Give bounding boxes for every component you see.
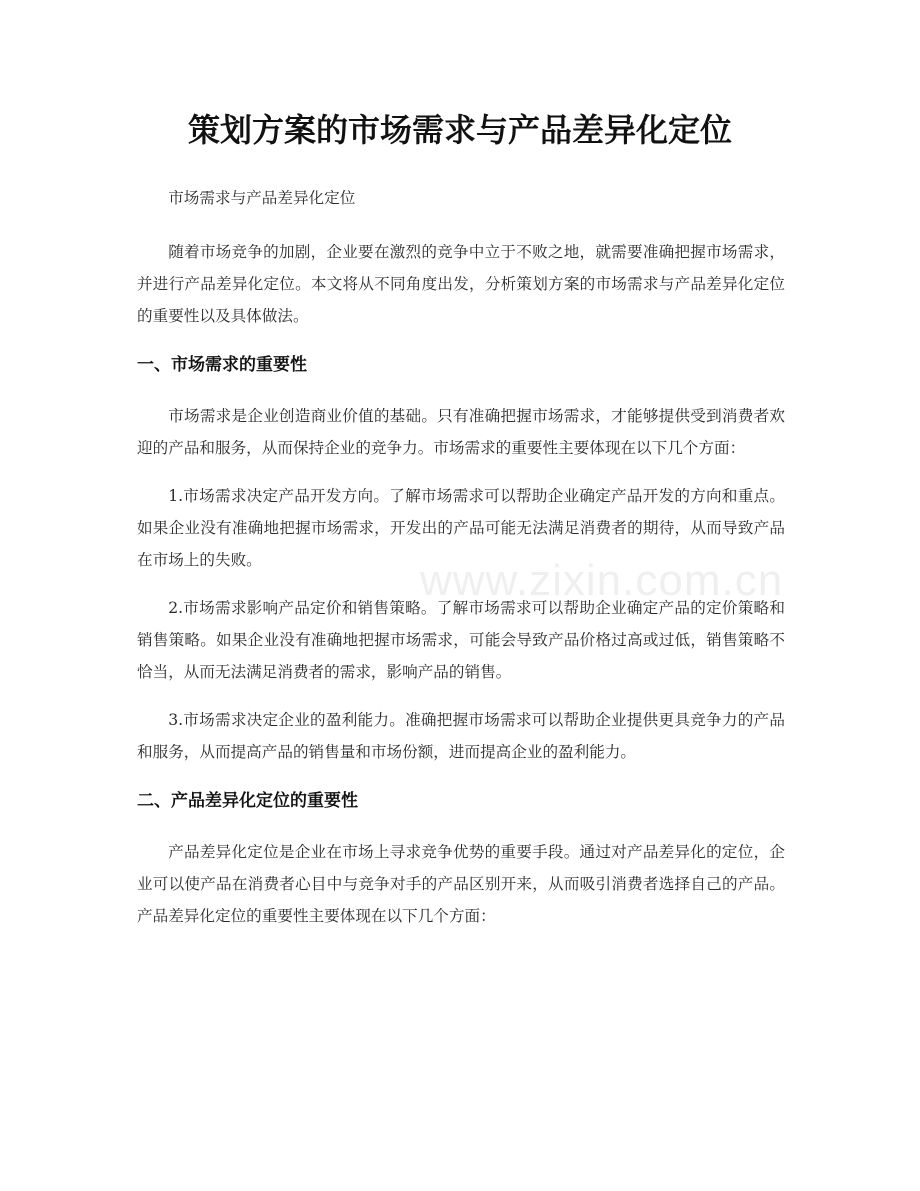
section-heading-differentiation: 二、产品差异化定位的重要性: [137, 791, 358, 811]
document-subtitle: 市场需求与产品差异化定位: [168, 189, 356, 207]
section1-paragraph-3: 2.市场需求影响产品定价和销售策略。了解市场需求可以帮助企业确定产品的定价策略和销售策略。如果企业没有准确地把握市场需求，可能会导致产品价格过高或过低，销售策略不恰当，从而无法满足消费者的需求，影响产品的销售。: [137, 599, 785, 681]
document-body: [137, 180, 785, 948]
watermark: www.zixin.com.cn: [420, 556, 784, 605]
section1-paragraph-1: 市场需求是企业创造商业价值的基础。只有准确把握市场需求，才能够提供受到消费者欢迎的产品和服务，从而保持企业的竞争力。市场需求的重要性主要体现在以下几个方面：: [137, 407, 785, 457]
section-heading-market-demand: 一、市场需求的重要性: [137, 355, 307, 375]
document-title: 策划方案的市场需求与产品差异化定位: [187, 111, 732, 149]
section2-paragraph-1: 产品差异化定位是企业在市场上寻求竞争优势的重要手段。通过对产品差异化的定位，企业可以使产品在消费者心目中与竞争对手的产品区别开来，从而吸引消费者选择自己的产品。产品差异化定位的重要性主要体现在以下几个方面：: [137, 843, 785, 925]
section1-paragraph-4: 3.市场需求决定企业的盈利能力。准确把握市场需求可以帮助企业提供更具竞争力的产品和服务，从而提高产品的销售量和市场份额，进而提高企业的盈利能力。: [137, 711, 785, 761]
section1-paragraph-2: 1.市场需求决定产品开发方向。了解市场需求可以帮助企业确定产品开发的方向和重点。如果企业没有准确地把握市场需求，开发出的产品可能无法满足消费者的期待，从而导致产品在市场上的失败。: [137, 487, 785, 569]
intro-paragraph: 随着市场竞争的加剧，企业要在激烈的竞争中立于不败之地，就需要准确把握市场需求，并进行产品差异化定位。本文将从不同角度出发，分析策划方案的市场需求与产品差异化定位的重要性以及具体做法。: [137, 243, 785, 325]
